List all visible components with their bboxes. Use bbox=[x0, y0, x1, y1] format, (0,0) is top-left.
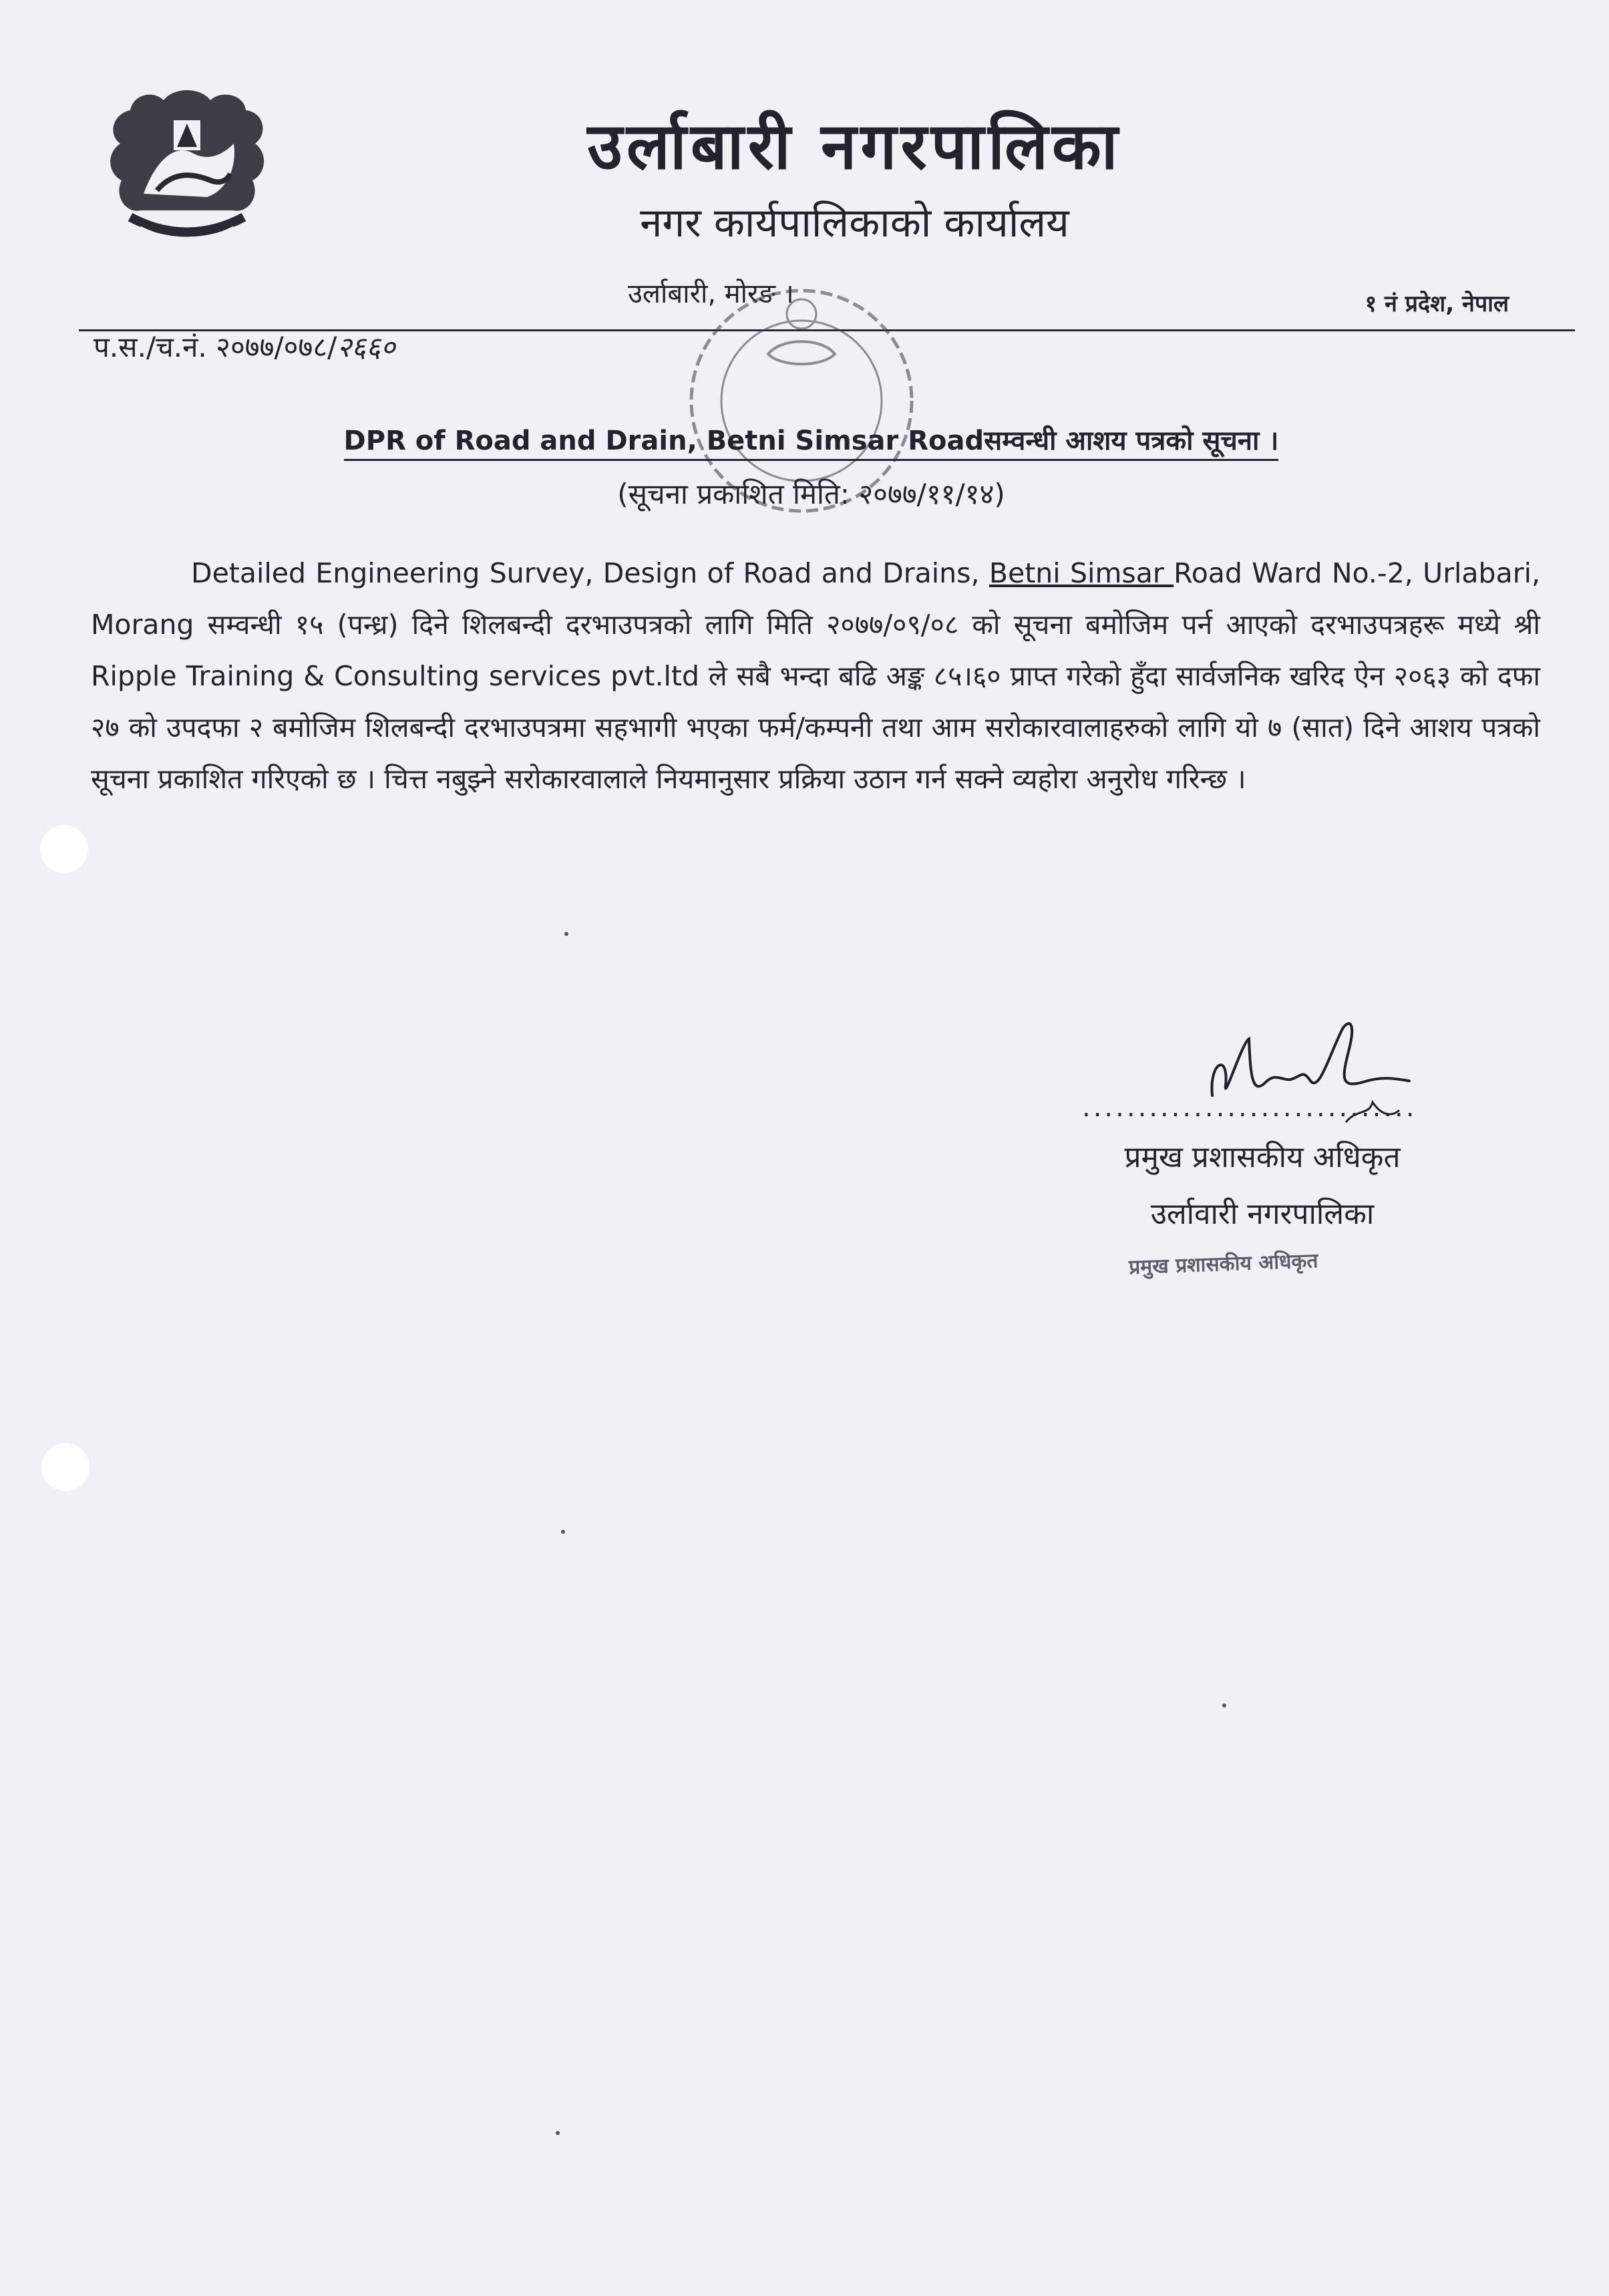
office-name: नगर कार्यपालिकाको कार्यालय bbox=[640, 200, 1069, 247]
reference-handwritten-number: २६६० bbox=[337, 331, 395, 363]
punch-hole bbox=[41, 1443, 90, 1491]
body-underlined-road: Betni Simsar bbox=[989, 557, 1174, 589]
notice-published-date: (सूचना प्रकाशित मिति: २०७७/११/१४) bbox=[617, 478, 1005, 510]
signature-line: .............................. bbox=[1082, 1092, 1417, 1123]
signatory-stamp: प्रमुख प्रशासकीय अधिकृत bbox=[1128, 1249, 1319, 1279]
punch-hole bbox=[40, 825, 88, 873]
notice-title-text bbox=[344, 426, 1279, 461]
paper-speck bbox=[1222, 1703, 1226, 1707]
office-place: उर्लाबारी, मोरङ । bbox=[628, 279, 794, 309]
signatory-title: प्रमुख प्रशासकीय अधिकृत bbox=[1124, 1140, 1401, 1174]
notice-title-devanagari: सम्वन्धी आशय पत्रको सूचना । bbox=[984, 426, 1279, 456]
paper-speck bbox=[561, 1530, 565, 1534]
province-label: १ नं प्रदेश, नेपाल bbox=[1365, 291, 1509, 317]
municipality-name: उर्लाबारी नगरपालिका bbox=[587, 109, 1122, 184]
reference-prefix: प.स./च.नं. २०७७/०७८/ bbox=[94, 331, 337, 363]
paper-speck bbox=[556, 2131, 560, 2135]
notice-title bbox=[0, 421, 1609, 458]
body-part1: Detailed Engineering Survey, Design of Road and Drains, bbox=[191, 557, 989, 589]
paper-speck bbox=[564, 932, 568, 936]
notice-body bbox=[91, 548, 1540, 805]
reference-number bbox=[94, 327, 395, 365]
body-part2: Road Ward No.-2, Urlabari, Morang सम्वन्धी १५ (पन्ध्र) दिने शिलबन्दी दरभाउपत्रको लागि मिति २०७७/०९/०८ को सूचना बमोजिम पर्न आएको दरभाउपत्रहरू मध्ये श्री Ripple Training & Consulting services pvt.ltd ले सबै भन्दा बढि अङ्क ८५।६० प्राप्त गरेको हुँदा सार्वजनिक खरिद ऐन २०६३ को दफा २७ को उपदफा २ बमोजिम शिलबन्दी दरभाउपत्रमा सहभागी भएका फर्म/कम्पनी तथा आम सरोकारवालाहरुको लागि यो ७ (सात) दिने आशय पत्रको सूचना प्रकाशित गरिएको छ । चित्त नबुझ्ने सरोकारवालाले नियमानुसार प्रक्रिया उठान गर्न सक्ने व्यहोरा अनुरोध गरिन्छ । bbox=[91, 557, 1540, 795]
signatory-organization: उर्लावारी नगरपालिका bbox=[1150, 1197, 1375, 1231]
handwritten-signature-icon bbox=[1075, 1002, 1496, 1156]
notice-title-latin: DPR of Road and Drain, Betni Simsar Road bbox=[343, 426, 985, 456]
